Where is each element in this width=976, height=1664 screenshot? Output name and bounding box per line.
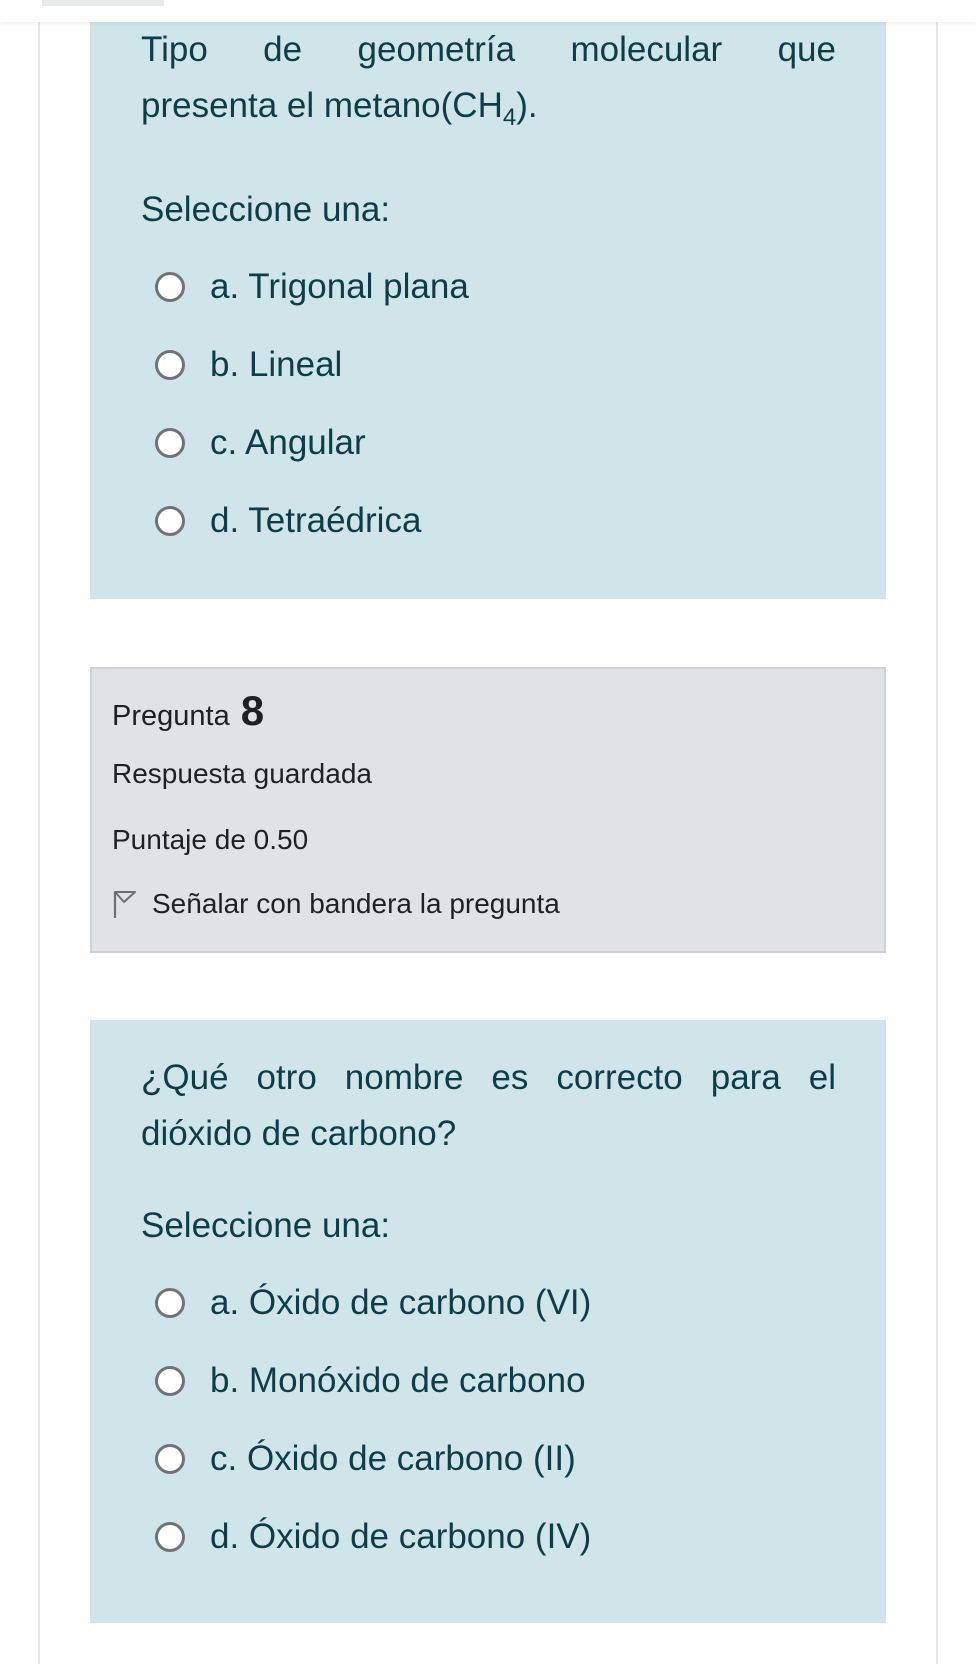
radio-button[interactable] xyxy=(155,1522,185,1552)
radio-button[interactable] xyxy=(155,350,185,380)
flag-question-label: Señalar con bandera la pregunta xyxy=(152,888,560,919)
option-label: d. Óxido de carbono (IV) xyxy=(210,1517,592,1556)
option-label: a. Trigonal plana xyxy=(210,267,469,306)
question-8-option-d[interactable] xyxy=(141,1498,836,1576)
question-8-content xyxy=(90,1020,886,1623)
radio-button[interactable] xyxy=(155,1366,185,1396)
flag-question-link[interactable] xyxy=(112,873,884,935)
option-label: b. Lineal xyxy=(210,345,343,384)
flag-outline-icon xyxy=(112,889,138,919)
top-tab xyxy=(42,0,164,6)
question-7-answers xyxy=(141,248,836,560)
question-7-text-line1: Tipo de geometría molecular que xyxy=(141,30,836,69)
radio-button[interactable] xyxy=(155,428,185,458)
option-label: b. Monóxido de carbono xyxy=(210,1361,586,1400)
question-score: Puntaje de 0.50 xyxy=(112,824,309,855)
question-number: 8 xyxy=(240,687,265,734)
question-8-text xyxy=(141,1020,836,1162)
radio-button[interactable] xyxy=(155,1444,185,1474)
question-7-text-line2-end: ). xyxy=(516,86,538,125)
top-bar xyxy=(0,0,976,22)
question-word: Pregunta xyxy=(112,700,230,732)
question-7-text-line2-start: presenta el metano(CH xyxy=(141,86,503,125)
question-7-option-c[interactable] xyxy=(141,404,836,482)
question-8-option-b[interactable] xyxy=(141,1342,836,1420)
option-label: c. Óxido de carbono (II) xyxy=(210,1439,576,1478)
question-7-option-d[interactable] xyxy=(141,482,836,560)
option-label: d. Tetraédrica xyxy=(210,501,422,540)
question-8-text-line2: dióxido de carbono? xyxy=(141,1114,457,1153)
question-8-info xyxy=(90,667,886,953)
question-7-text-line2 xyxy=(141,78,836,146)
question-7-subscript: 4 xyxy=(502,104,517,131)
question-8-option-a[interactable] xyxy=(141,1264,836,1342)
question-7-option-a[interactable] xyxy=(141,248,836,326)
question-8-option-c[interactable] xyxy=(141,1420,836,1498)
question-7-content xyxy=(90,22,886,599)
option-label: c. Angular xyxy=(210,423,366,462)
option-label: a. Óxido de carbono (VI) xyxy=(210,1283,592,1322)
question-8-text-line1: ¿Qué otro nombre es correcto para el xyxy=(141,1058,836,1097)
question-status: Respuesta guardada xyxy=(112,758,372,789)
question-8-answers xyxy=(141,1264,836,1576)
radio-button[interactable] xyxy=(155,1288,185,1318)
question-7-text xyxy=(141,22,836,146)
question-7-prompt: Seleccione una: xyxy=(141,190,391,229)
question-7-option-b[interactable] xyxy=(141,326,836,404)
radio-button[interactable] xyxy=(155,506,185,536)
question-8-prompt: Seleccione una: xyxy=(141,1206,391,1245)
radio-button[interactable] xyxy=(155,272,185,302)
question-8-heading xyxy=(112,687,884,741)
